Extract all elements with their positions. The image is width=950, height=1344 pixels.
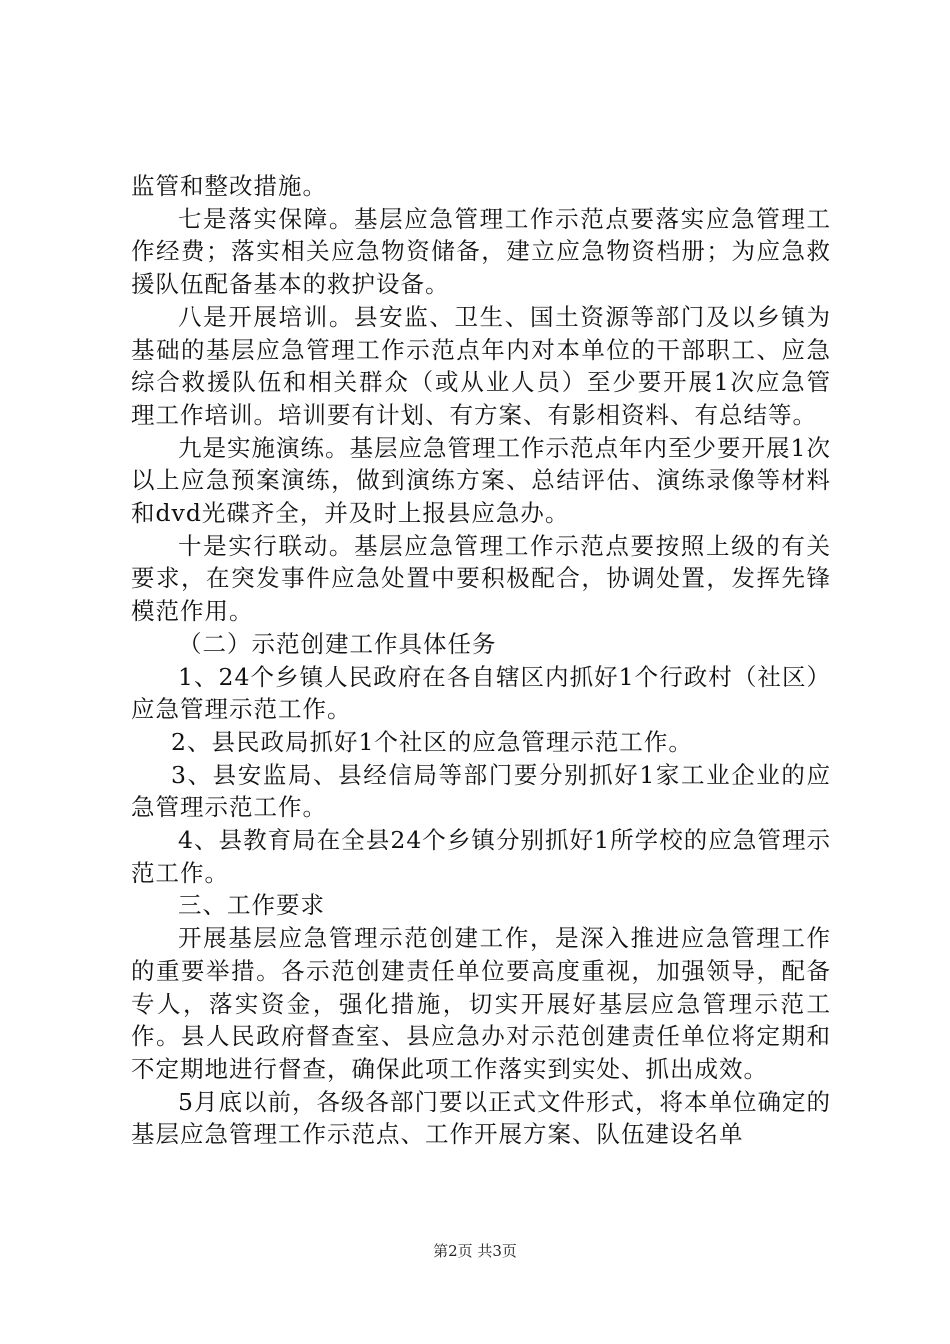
document-body [131,170,831,1151]
paragraph-item-8: 八是开展培训。县安监、卫生、国土资源等部门及以乡镇为基础的基层应急管理工作示范点年内对本单位的干部职工、应急综合救援队伍和相关群众（或从业人员）至少要开展1次应急管理工作培训。培训要有计划、有方案、有影相资料、有总结等。 [131,302,831,429]
section-heading-tasks: （二）示范创建工作具体任务 [178,629,497,658]
paragraph-item-10: 十是实行联动。基层应急管理工作示范点要按照上级的有关要求，在突发事件应急处置中要积极配合，协调处置，发挥先锋模范作用。 [131,531,831,626]
section-heading-requirements: 三、工作要求 [178,891,325,920]
task-item-3: 3、县安监局、县经信局等部门要分别抓好1家工业企业的应急管理示范工作。 [131,760,831,822]
task-item-4: 4、县教育局在全县24个乡镇分别抓好1所学校的应急管理示范工作。 [131,826,831,887]
paragraph-item-7: 七是落实保障。基层应急管理工作示范点要落实应急管理工作经费；落实相关应急物资储备，建立应急物资档册；为应急救援队伍配备基本的救护设备。 [131,204,831,299]
paragraph-item-9: 九是实施演练。基层应急管理工作示范点年内至少要开展1次以上应急预案演练，做到演练方案、总结评估、演练录像等材料和dvd光碟齐全，并及时上报县应急办。 [131,433,831,528]
page-footer: 第2页 共3页 [433,1242,517,1260]
paragraph-continuation: 监管和整改措施。 [131,172,327,200]
task-item-2: 2、县民政局抓好1个社区的应急管理示范工作。 [171,727,693,756]
paragraph-deadline: 5月底以前，各级各部门要以正式文件形式，将本单位确定的基层应急管理工作示范点、工作开展方案、队伍建设名单 [131,1087,831,1149]
task-item-1: 1、24个乡镇人民政府在各自辖区内抓好1个行政村（社区）应急管理示范工作。 [131,662,831,724]
paragraph-requirements: 开展基层应急管理示范创建工作，是深入推进应急管理工作的重要举措。各示范创建责任单位要高度重视，加强领导，配备专人，落实资金，强化措施，切实开展好基层应急管理示范工作。县人民政府督查室、县应急办对示范创建责任单位将定期和不定期地进行督查，确保此项工作落实到实处、抓出成效。 [131,924,831,1083]
